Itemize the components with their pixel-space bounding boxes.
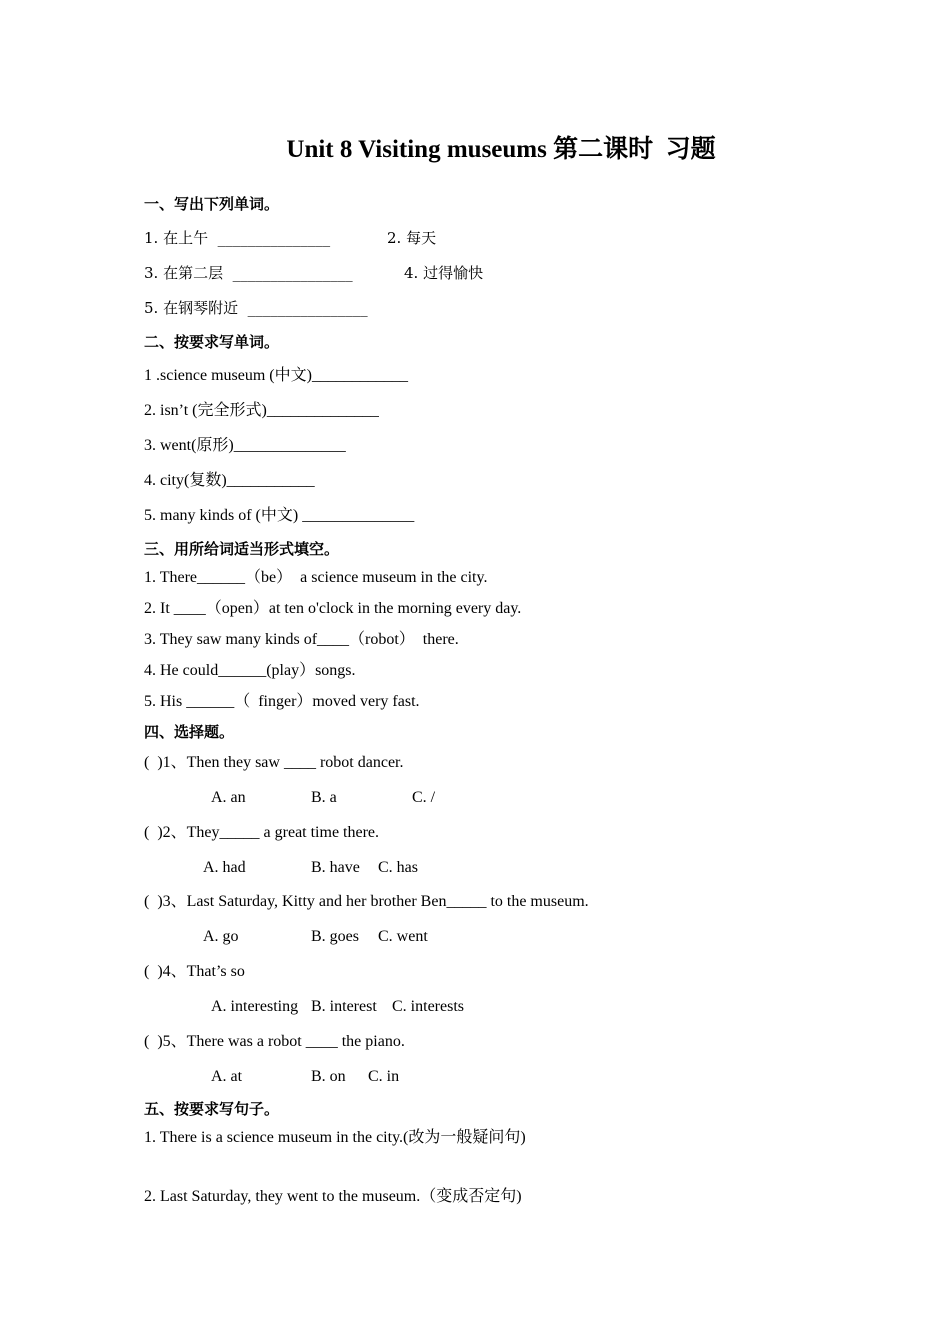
q1-option-b: B. a xyxy=(311,789,337,806)
s3-item-3: 3. They saw many kinds of____（robot） there. xyxy=(144,631,459,648)
q4-option-a: A. interesting xyxy=(211,998,299,1015)
q4-option-c: C. interests xyxy=(392,998,464,1015)
q4-stem: ( )4、That’s so xyxy=(144,963,245,980)
q2-option-b: B. have xyxy=(311,859,360,876)
section-1-heading: 一、写出下列单词。 xyxy=(144,195,280,213)
s3-item-1: 1. There______（be） a science museum in the city. xyxy=(144,569,488,586)
q3-stem: ( )3、Last Saturday, Kitty and her brother Ben_____ to the museum. xyxy=(144,893,589,910)
s3-item-5: 5. His ______（ finger）moved very fast. xyxy=(144,693,420,710)
q1-option-c: C. / xyxy=(412,789,436,806)
s1-item-4: 4. 过得愉快 xyxy=(404,264,484,282)
s1-item-1: 1. 在上午 _______________ xyxy=(144,229,331,247)
q2-stem: ( )2、They_____ a great time there. xyxy=(144,824,380,841)
q2-option-c: C. has xyxy=(378,859,418,876)
s1-item-3: 3. 在第二层 ________________ xyxy=(144,264,353,282)
q2-option-a: A. had xyxy=(203,859,246,876)
q5-option-c: C. in xyxy=(368,1068,400,1085)
s2-item-2: 2. isn’t (完全形式)______________ xyxy=(144,402,379,419)
q4-option-b: B. interest xyxy=(311,998,377,1015)
page-title: Unit 8 Visiting museums 第二课时 习题 xyxy=(286,136,716,163)
q3-option-b: B. goes xyxy=(311,928,359,945)
s2-item-1: 1 .science museum (中文)____________ xyxy=(144,367,408,384)
q5-option-a: A. at xyxy=(211,1068,243,1085)
q5-option-b: B. on xyxy=(311,1068,346,1085)
section-4-heading: 四、选择题。 xyxy=(144,723,235,741)
q1-stem: ( )1、Then they saw ____ robot dancer. xyxy=(144,754,404,771)
q3-option-a: A. go xyxy=(203,928,239,945)
section-2-heading: 二、按要求写单词。 xyxy=(144,333,280,351)
q5-stem: ( )5、There was a robot ____ the piano. xyxy=(144,1033,405,1050)
s2-item-4: 4. city(复数)___________ xyxy=(144,472,315,489)
q1-option-a: A. an xyxy=(211,789,246,806)
s5-item-1: 1. There is a science museum in the city.(改为一般疑问句) xyxy=(144,1129,526,1146)
s2-item-5: 5. many kinds of (中文) ______________ xyxy=(144,507,415,524)
s1-item-5: 5. 在钢琴附近 ________________ xyxy=(144,299,368,317)
s5-item-2: 2. Last Saturday, they went to the museum.（变成否定句) xyxy=(144,1188,522,1205)
s1-item-2: 2. 每天 xyxy=(387,229,437,247)
s2-item-3: 3. went(原形)______________ xyxy=(144,437,346,454)
q3-option-c: C. went xyxy=(378,928,428,945)
s3-item-4: 4. He could______(play）songs. xyxy=(144,662,356,679)
section-3-heading: 三、用所给词适当形式填空。 xyxy=(144,540,340,558)
s3-item-2: 2. It ____（open）at ten o'clock in the morning every day. xyxy=(144,600,522,617)
section-5-heading: 五、按要求写句子。 xyxy=(144,1100,280,1118)
